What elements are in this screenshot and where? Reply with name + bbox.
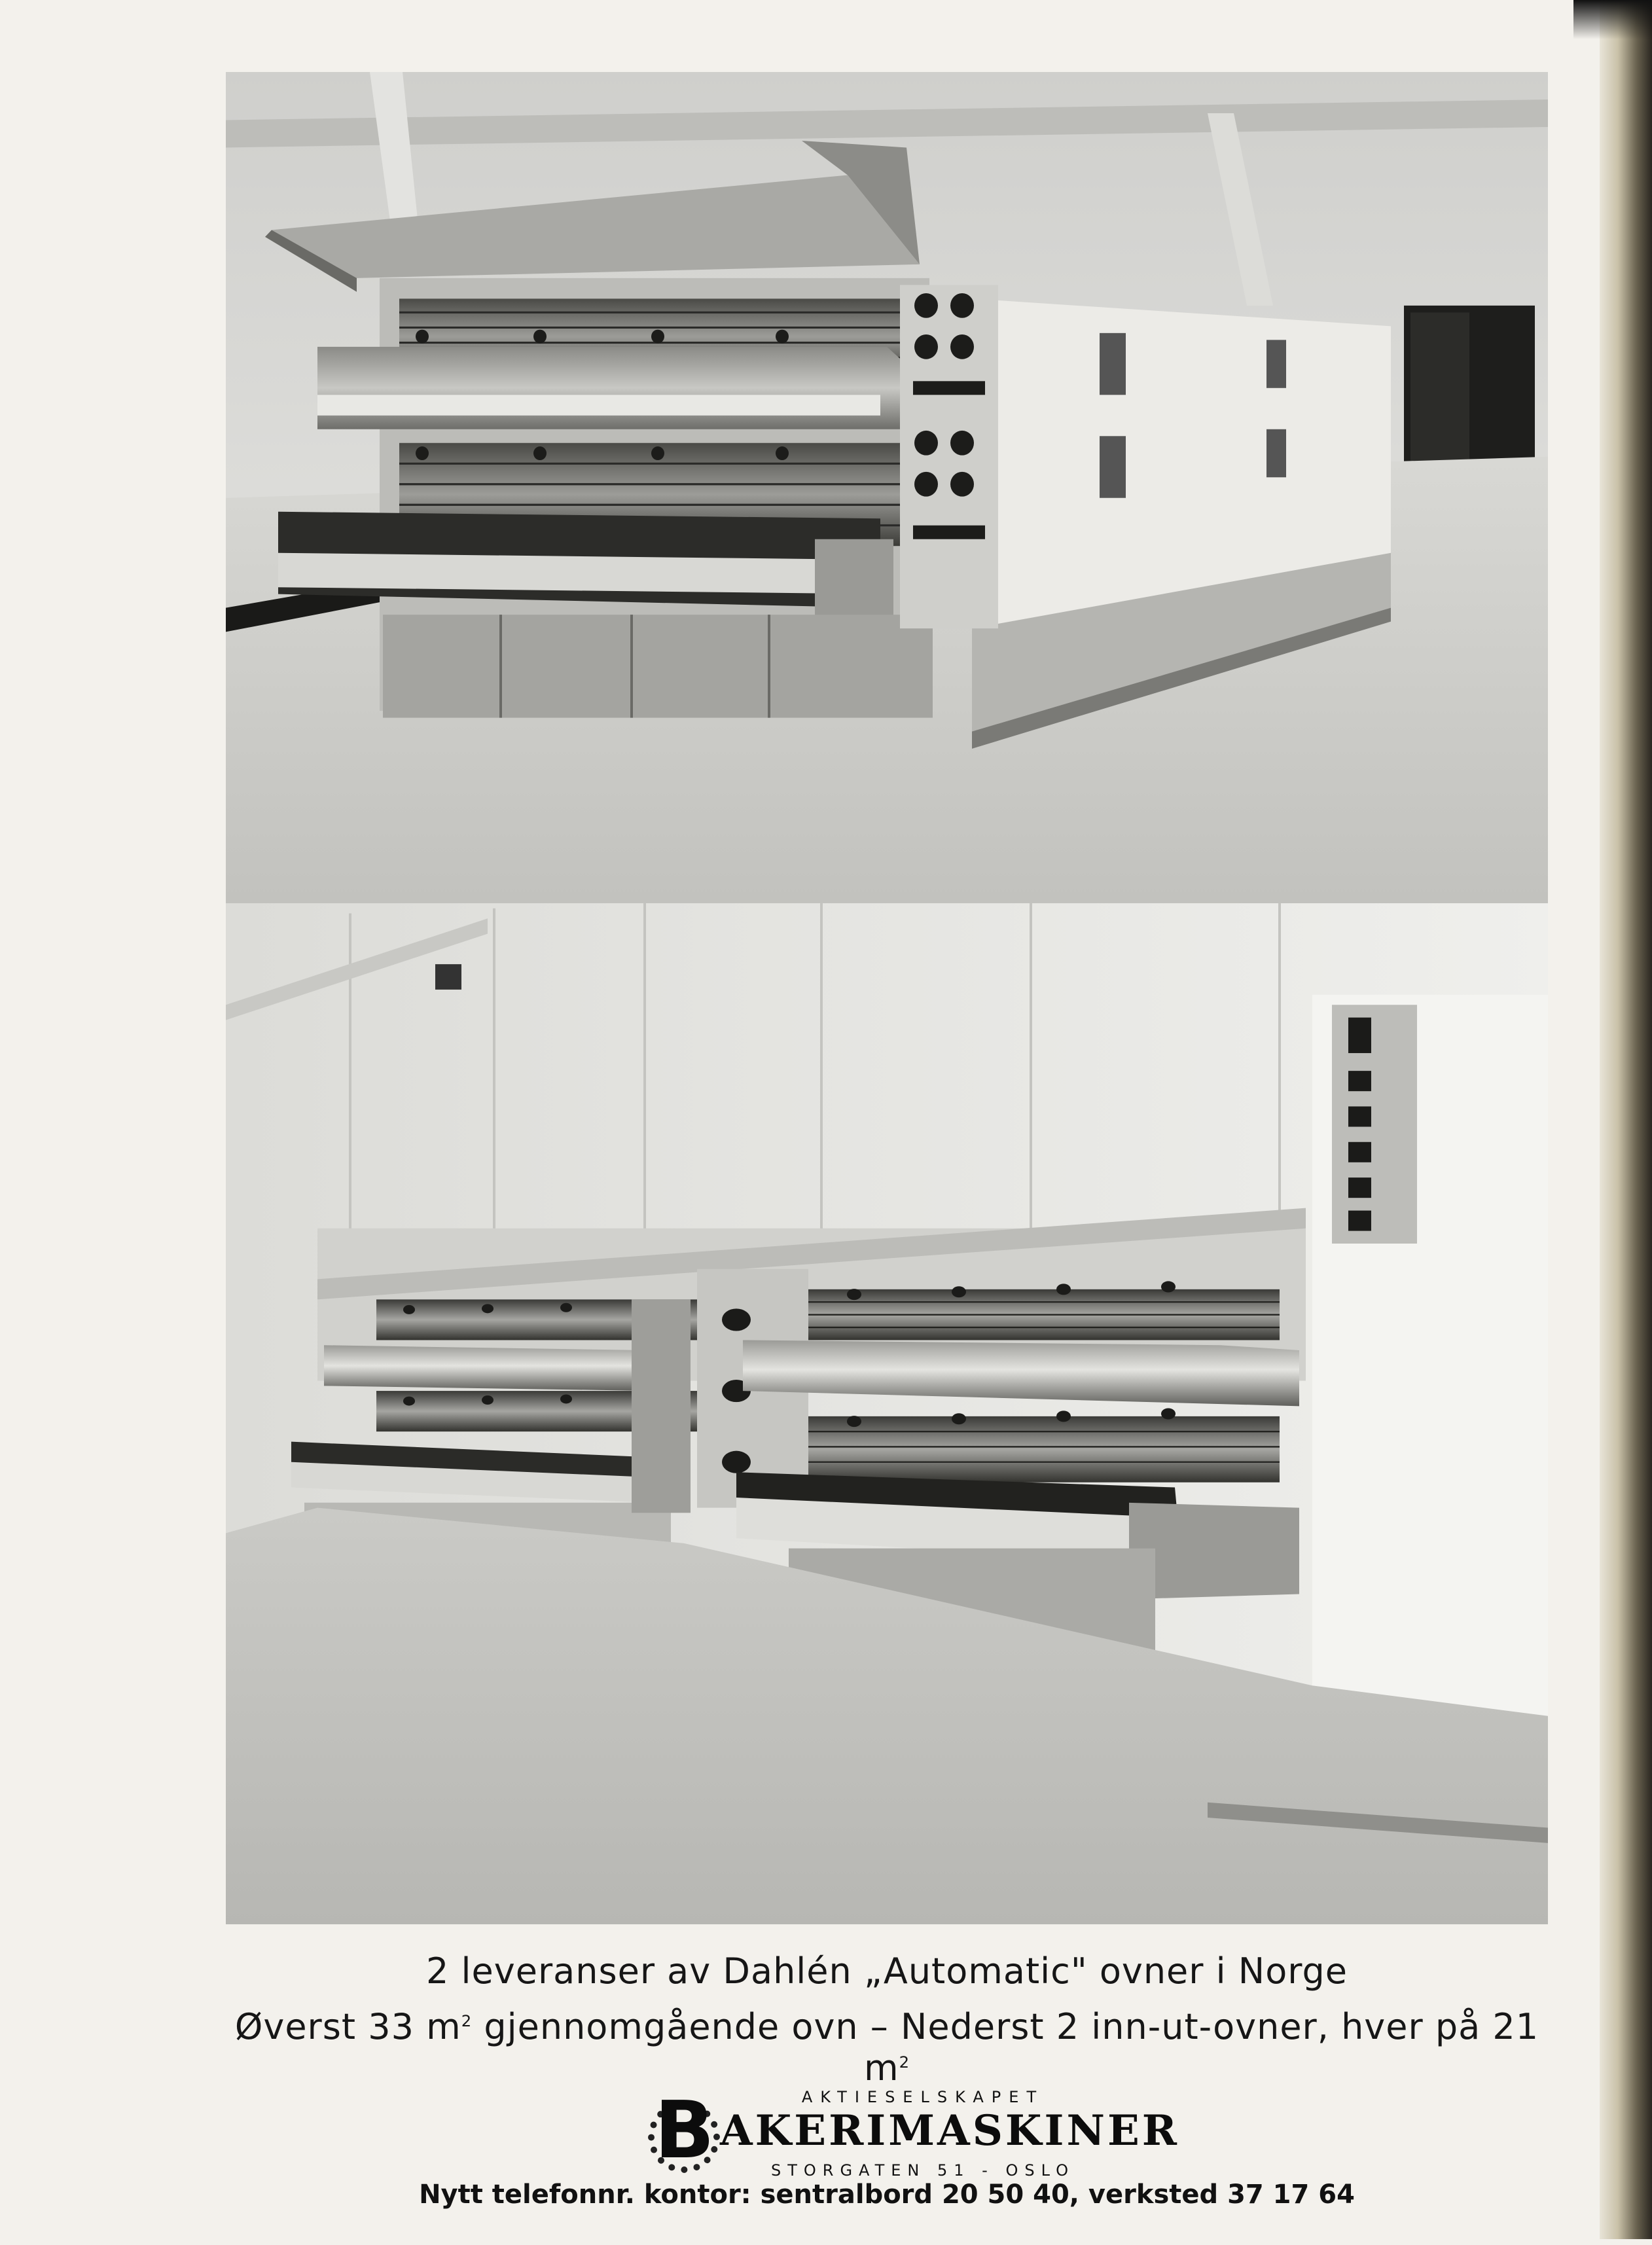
company-initial: B xyxy=(655,2085,715,2176)
company-address: STORGATEN 51 - OSLO xyxy=(770,2161,1075,2180)
phone-line: Nytt telefonnr. kontor: sentralbord 20 50 40, verksted 37 17 64 xyxy=(419,2180,1355,2210)
caption-subline: Øverst 33 $m^2$ gjennomgående ovn – Nederst 2 inn-ut-ovner, hver på 21 $m^2$ xyxy=(234,2006,1539,2089)
photo-through-oven xyxy=(226,72,1548,903)
page-corner-shadow xyxy=(1573,0,1652,39)
photo-in-out-ovens xyxy=(226,903,1548,1924)
caption-headline: 2 leveranser av Dahlén „Automatic" ovner i Norge xyxy=(426,1950,1348,1992)
page-edge-shadow xyxy=(1600,0,1652,2239)
company-logo xyxy=(628,2085,1179,2245)
company-prefix: AKTIESELSKAPET xyxy=(801,2088,1045,2106)
company-name: AKERIMASKINER xyxy=(720,2106,1179,2155)
